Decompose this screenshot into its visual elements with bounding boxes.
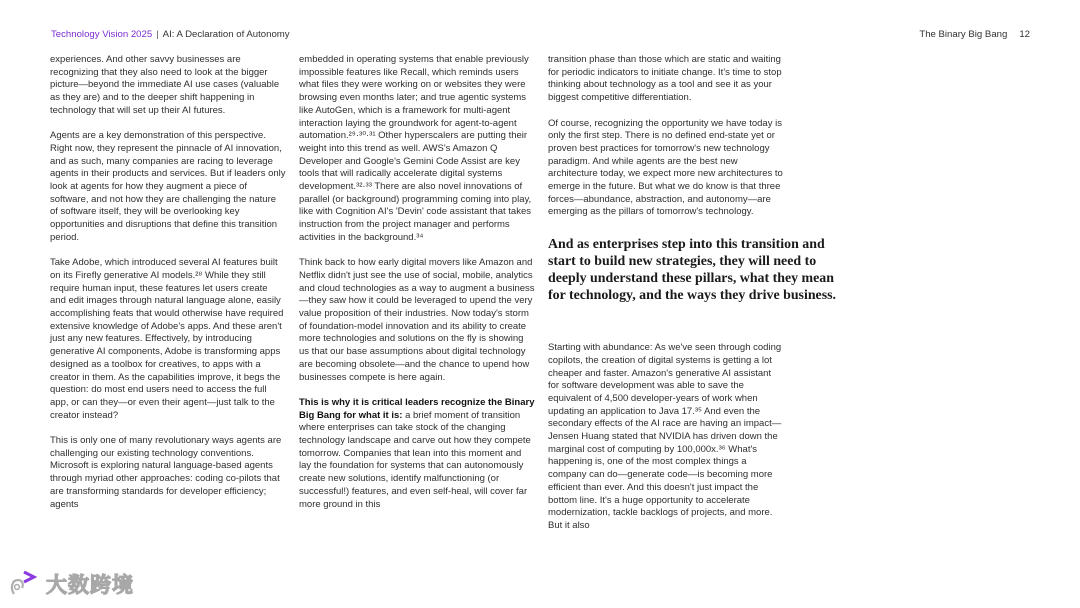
watermark-text: 大数跨境 [46, 573, 134, 597]
paragraph-text: a brief moment of transition where enterprises can take stock of the changing technology landscape and carve out how they compete tomorrow. Companies that lean into this moment and lay the foundation for systems that can autonomously create new solutions, identify malfunctioning (or successful!) features, and even self-heal, will cover far more ground in this [299, 409, 531, 510]
paragraph: Think back to how early digital movers like Amazon and Netflix didn't just see the use of social, mobile, analytics and cloud technologies as a way to augment a business—they saw how it could be leveraged to upend the very value proposition of their industries. Now today's storm of foundation-model innovation and its ability to create more technologies and solutions on the fly is showing us that our base assumptions about digital technology are becoming obsolete—and the chance to upend how businesses compete is here again. [299, 257, 535, 383]
header-right [919, 29, 1030, 40]
paragraph: embedded in operating systems that enable previously impossible features like Recall, which reminds users what files they were working on or websites they were browsing even months later; and true agentic systems like AutoGen, which is a framework for multi-agent interaction laying the groundwork for agent-to-agent automation.²⁹·³⁰·³¹ Other hyperscalers are putting their weight into this trend as well. AWS's Amazon Q Developer and Google's Gemini Code Assist are key tools that will radically accelerate digital systems development.³²·³³ There are also novel innovations of parallel (or background) programming coming into play, like with Cognition AI's 'Devin' code assistant that takes instruction from the project manager and performs activities in the background.³⁴ [299, 54, 532, 243]
paragraph-with-bold-lead [299, 397, 535, 511]
header-separator: | [156, 29, 159, 40]
paragraph: transition phase than those which are static and waiting for periodic indicators to initiate change. It's time to stop thinking about technology as a tool and see it as your biggest competitive differentiation. [548, 54, 782, 104]
paragraph: This is only one of many revolutionary ways agents are challenging our existing technology conventions. Microsoft is exploring natural language-based agents through myriad other approaches: coding co-pilots that are transforming standards for developer efficiency; agents [50, 435, 282, 510]
paragraph: Of course, recognizing the opportunity we have today is only the first step. There is no defined end-state yet or proven best practices for tomorrow's new technology paradigm. And while agents are the best new architecture today, we expect more new architectures to emerge in the future. But what we do know is that three forces—abundance, abstraction, and autonomy—are emerging as the pillars of tomorrow's technology. [548, 117, 783, 218]
header-left [51, 29, 290, 40]
paragraph: Agents are a key demonstration of this perspective. Right now, they represent the pinnacle of AI innovation, and as such, many companies are racing to leverage agents in their products and services. But if leaders only look at agents for how they augment a piece of software, and not how they are challenging the nature of software itself, they will be overlooking key opportunities and disruptions that define this transition period. [50, 130, 286, 243]
bold-lead-text: This is why it is critical leaders recognize the Binary Big Bang for what it is: [299, 396, 535, 421]
logo-mark-icon [8, 568, 44, 600]
pull-quote: And as enterprises step into this transition and start to build new strategies, they will need to deeply understand these pillars, what they mean for technology, and the ways they drive business. [548, 237, 836, 304]
document-title: AI: A Declaration of Autonomy [162, 29, 290, 40]
watermark [8, 568, 134, 600]
section-title: The Binary Big Bang [919, 29, 1008, 40]
page-number: 12 [1019, 29, 1030, 40]
paragraph: Take Adobe, which introduced several AI features built on its Firefly generative AI models.²⁸ While they still require human input, these features let users create and edit images through natural language alone, easily accomplishing feats that would otherwise have required extensive knowledge of Adobe's apps. And these aren't just any new features. Effectively, by introducing generative AI components, Adobe is transforming apps designed as a toolbox for creatives, to apps with a creator in them. As the capabilities improve, it begs the question: do most end users need to access the full app, or can they—or even their agent—just talk to the creator instead? [50, 257, 284, 421]
text-column-2 [299, 54, 535, 524]
text-column-3 [548, 54, 836, 545]
paragraph: Starting with abundance: As we've seen through coding copilots, the creation of digital systems is getting a lot cheaper and faster. Amazon's generative AI assistant for software development was able to save the equivalent of 4,500 developer-years of work when updating an application to Java 17.³⁵ And even the secondary effects of the AI race are having an impact—Jensen Huang stated that NVIDIA has driven down the marginal cost of computing by 100,000x.³⁶ What's happening is, one of the most complex things a company can do—generate code—is becoming more efficient than ever. And this doesn't just impact the bottom line. It's a huge opportunity to accelerate modernization, tackle backlogs of projects, and more. But it also [548, 342, 782, 531]
paragraph: experiences. And other savvy businesses are recognizing that they also need to look at the bigger picture—beyond the immediate AI use cases (valuable as they are) and to the deeper shift happening in technology that will set up their AI futures. [50, 54, 280, 116]
brand-label: Technology Vision 2025 [51, 29, 153, 40]
text-column-1 [50, 54, 286, 524]
